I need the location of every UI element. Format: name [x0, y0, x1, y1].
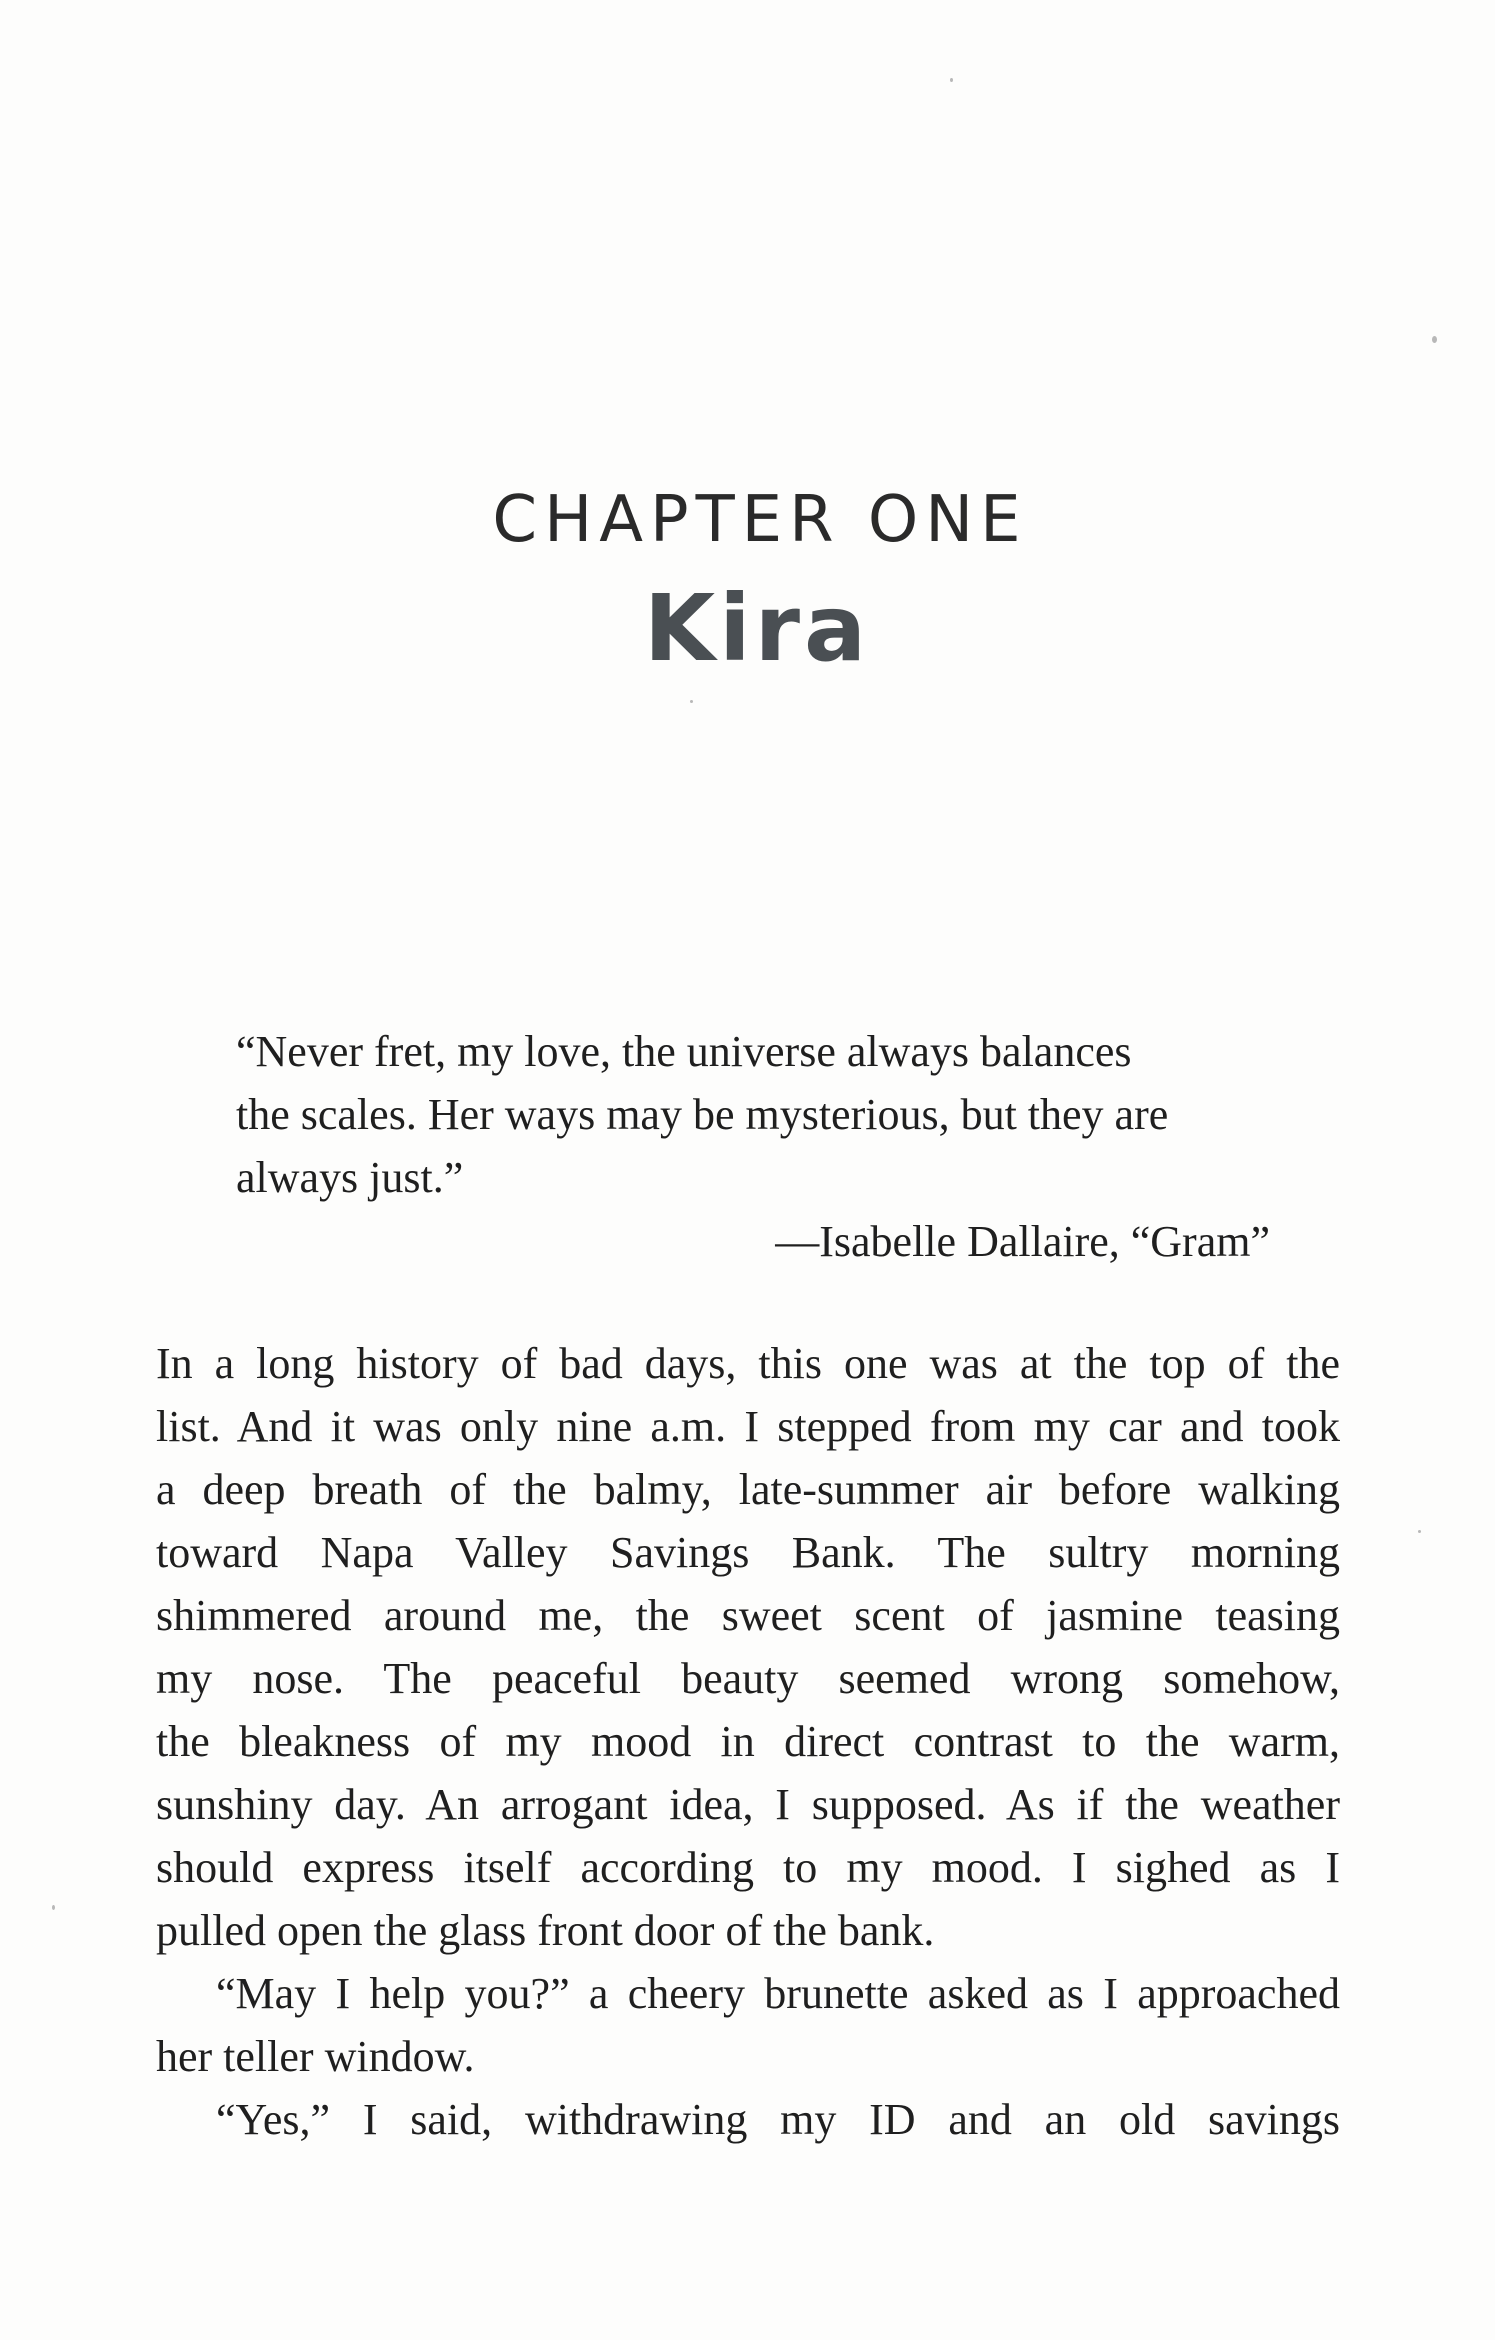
body-line: “May I help you?” a cheery brunette asked as I approached [216, 1969, 1340, 2018]
body-line: a deep breath of the balmy, late-summer air before walking [156, 1465, 1340, 1514]
body-line: pulled open the glass front door of the bank. [156, 1906, 935, 1955]
body-line: the bleakness of my mood in direct contrast to the warm, [156, 1717, 1340, 1766]
epigraph-line: “Never fret, my love, the universe always balances [236, 1027, 1132, 1076]
scan-speck [950, 78, 953, 82]
body-line: list. And it was only nine a.m. I stepped from my car and took [156, 1402, 1340, 1451]
body-line: should express itself according to my mood. I sighed as I [156, 1843, 1340, 1892]
scan-speck [1432, 336, 1437, 343]
body-line: sunshiny day. An arrogant idea, I supposed. As if the weather [156, 1780, 1340, 1829]
chapter-heading: CHAPTER ONE [492, 483, 1028, 557]
epigraph-attribution: —Isabelle Dallaire, “Gram” [775, 1217, 1270, 1266]
scan-speck [52, 1905, 55, 1910]
body-line: “Yes,” I said, withdrawing my ID and an old savings [216, 2095, 1340, 2144]
scan-speck [690, 700, 693, 703]
scan-speck [1418, 1530, 1421, 1533]
body-line: toward Napa Valley Savings Bank. The sultry morning [156, 1528, 1340, 1577]
body-line: In a long history of bad days, this one was at the top of the [156, 1339, 1340, 1388]
chapter-title: Kira [643, 575, 871, 682]
epigraph-line: the scales. Her ways may be mysterious, but they are [236, 1090, 1169, 1139]
epigraph-line: always just.” [236, 1153, 464, 1202]
body-line: shimmered around me, the sweet scent of jasmine teasing [156, 1591, 1340, 1640]
body-line: her teller window. [156, 2032, 475, 2081]
body-line: my nose. The peaceful beauty seemed wrong somehow, [156, 1654, 1340, 1703]
